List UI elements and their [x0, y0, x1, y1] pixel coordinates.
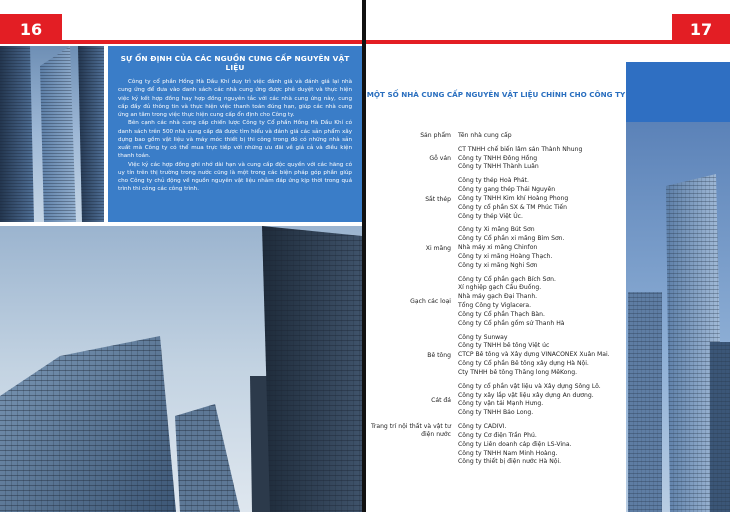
supplier-name: Công ty CADIVI.: [458, 423, 507, 431]
supplier-name: Công ty TNHH Đông Hồng: [458, 154, 538, 162]
category-cell: Bê tông: [427, 351, 451, 359]
skyscraper-photo-right: [626, 122, 730, 512]
category-cell: Gạch các loại: [410, 298, 451, 306]
supplier-name: Công ty thép Việt Úc.: [458, 212, 523, 220]
supply-stability-textbox: [108, 46, 362, 222]
supplier-name: Công ty Cơ điện Trần Phú.: [458, 431, 537, 439]
supplier-name: Công ty cổ phần vật liệu và Xây dựng Sông Lô.: [458, 382, 601, 390]
supplier-name: Công ty TNHH Nam Minh Hoàng.: [458, 449, 558, 457]
table-row: [366, 383, 626, 418]
supplier-name: Công ty Liên doanh cáp điện LS-Vina.: [458, 440, 572, 448]
category-cell: Xi măng: [425, 244, 451, 252]
header-category: Sản phẩm: [420, 132, 451, 139]
blue-band: [626, 62, 730, 122]
table-row: [366, 276, 626, 329]
supplier-name: Công ty thép Hoà Phát.: [458, 177, 529, 185]
category-cell: Gỗ ván: [429, 155, 451, 163]
supplier-name: Công ty xây lắp vật liệu xây dựng An dương.: [458, 391, 594, 399]
suppliers-cell: [458, 383, 601, 418]
supplier-name: Công ty Cổ phần gạch Bích Sơn.: [458, 275, 556, 283]
category-cell: Sắt thép: [425, 195, 451, 203]
supplier-name: Công ty Cổ phần Bê tông xây dựng Hà Nội.: [458, 360, 589, 368]
table-row: [366, 423, 626, 467]
table-row: [366, 146, 626, 172]
table-row: [366, 177, 626, 221]
skyscraper-photo-top: [0, 46, 104, 222]
supplier-name: Công ty xi măng Hoàng Thạch.: [458, 252, 553, 260]
category-cell: Cát đá: [431, 396, 451, 404]
category-cell: Trang trí nội thất và vật tư điện nước: [371, 423, 451, 438]
top-red-rule-right: [366, 40, 672, 44]
paragraph-2: Bên cạnh các nhà cung cấp chiến lược Công ty Cổ phần Hồng Hà Dầu Khí có danh sách trên 500 nhà cung cấp đã được tìm hiểu và đánh giá các sản phẩm xây dựng bao gồm vật liệu và máy móc thiết bị thi công trong đó có những nhà sản xuất mà Công ty có thể mua trực tiếp với những ưu đãi về giá cả và điều kiện thanh toán.: [118, 120, 352, 160]
supplier-name: Công ty xi măng Nghi Sơn: [458, 261, 538, 269]
supplier-name: Công ty TNHH Thành Luân: [458, 163, 539, 171]
supplier-name: Tổng Công ty Viglacera.: [458, 302, 531, 310]
paragraph-3: Việc ký các hợp đồng ghi nhớ dài hạn và cung cấp độc quyền với các hãng có uy tín trên thị trường trong nước cũng là một trong các biện pháp góp phần giúp cho Công ty chủ động về nguồn nguyên vật liệu nhằm đáp ứng kịp thời trong quá trình thi công các công trình.: [118, 161, 352, 193]
supplier-name: Công ty vận tải Mạnh Hưng.: [458, 400, 544, 408]
table-row: [366, 226, 626, 270]
supplier-name: Công ty TNHH bê tông Việt úc: [458, 342, 550, 350]
supplier-name: Công ty cổ phần SX & TM Phúc Tiến: [458, 203, 567, 211]
suppliers-cell: [458, 276, 565, 329]
suppliers-cell: [458, 146, 582, 172]
supplier-name: CT TNHH chế biến lâm sản Thành Nhung: [458, 145, 583, 153]
supplier-name: Công ty gang thép Thái Nguyên: [458, 186, 556, 194]
suppliers-cell: [458, 177, 568, 221]
supplier-name: Công ty thiết bị điện nước Hà Nội.: [458, 458, 562, 466]
table-header-row: [366, 132, 626, 141]
suppliers-title: MỘT SỐ NHÀ CUNG CẤP NGUYÊN VẬT LIỆU CHÍNH CHO CÔNG TY: [366, 89, 626, 99]
supplier-name: Công ty TNHH Bảo Long.: [458, 409, 534, 417]
paragraph-1: Công ty cổ phần Hồng Hà Dầu Khí duy trì việc đánh giá và đánh giá lại nhà cung ứng để đưa vào danh sách các nhà cung ứng được phê duyệt và thực hiện việc ký kết hợp đồng hay hợp đồng nguyên tắc với các nhà cung ứng này, cung cấp đầy đủ thông tin và thực hiện việc thanh toán đúng hạn, giúp các nhà cung ứng an tâm trong việc thực hiện cung cấp ổn định cho Công ty.: [118, 79, 352, 119]
supplier-name: Công ty TNHH Kim khí Hoàng Phong: [458, 194, 569, 202]
supplier-name: Cty TNHH bê tông Thăng long MêKong.: [458, 368, 578, 376]
suppliers-cell: [458, 226, 564, 270]
right-page: [366, 0, 730, 512]
section-title: SỰ ỔN ĐỊNH CỦA CÁC NGUỒN CUNG CẤP NGUYÊN VẬT LIỆU: [120, 54, 350, 72]
top-red-rule-left: [62, 40, 362, 44]
suppliers-table: [366, 132, 626, 472]
supplier-name: Nhà máy gạch Đại Thanh.: [458, 293, 538, 301]
supplier-name: Công ty Sunway: [458, 333, 508, 341]
supplier-name: CTCP Bê tông và Xây dựng VINACONEX Xuân Mai.: [458, 351, 610, 359]
suppliers-cell: [458, 334, 610, 378]
left-page: [0, 0, 364, 512]
skyscraper-photo-bottom: [0, 226, 362, 512]
supplier-name: Công ty Cổ phần gốm sứ Thanh Hà: [458, 319, 565, 327]
header-supplier: Tên nhà cung cấp: [458, 132, 512, 139]
page-number-right: 17: [672, 14, 730, 44]
supplier-name: Công ty Cổ phần Thạch Bàn.: [458, 310, 545, 318]
table-row: [366, 334, 626, 378]
supplier-name: Công ty Cổ phần xi măng Bỉm Sơn.: [458, 235, 565, 243]
supplier-name: Công ty Xi măng Bút Sơn: [458, 226, 535, 234]
suppliers-cell: [458, 423, 572, 467]
page-number-left: 16: [0, 14, 62, 44]
supplier-name: Nhà máy xi măng Chinfon: [458, 244, 538, 252]
supplier-name: Xí nghiệp gạch Cầu Đuống.: [458, 284, 542, 292]
